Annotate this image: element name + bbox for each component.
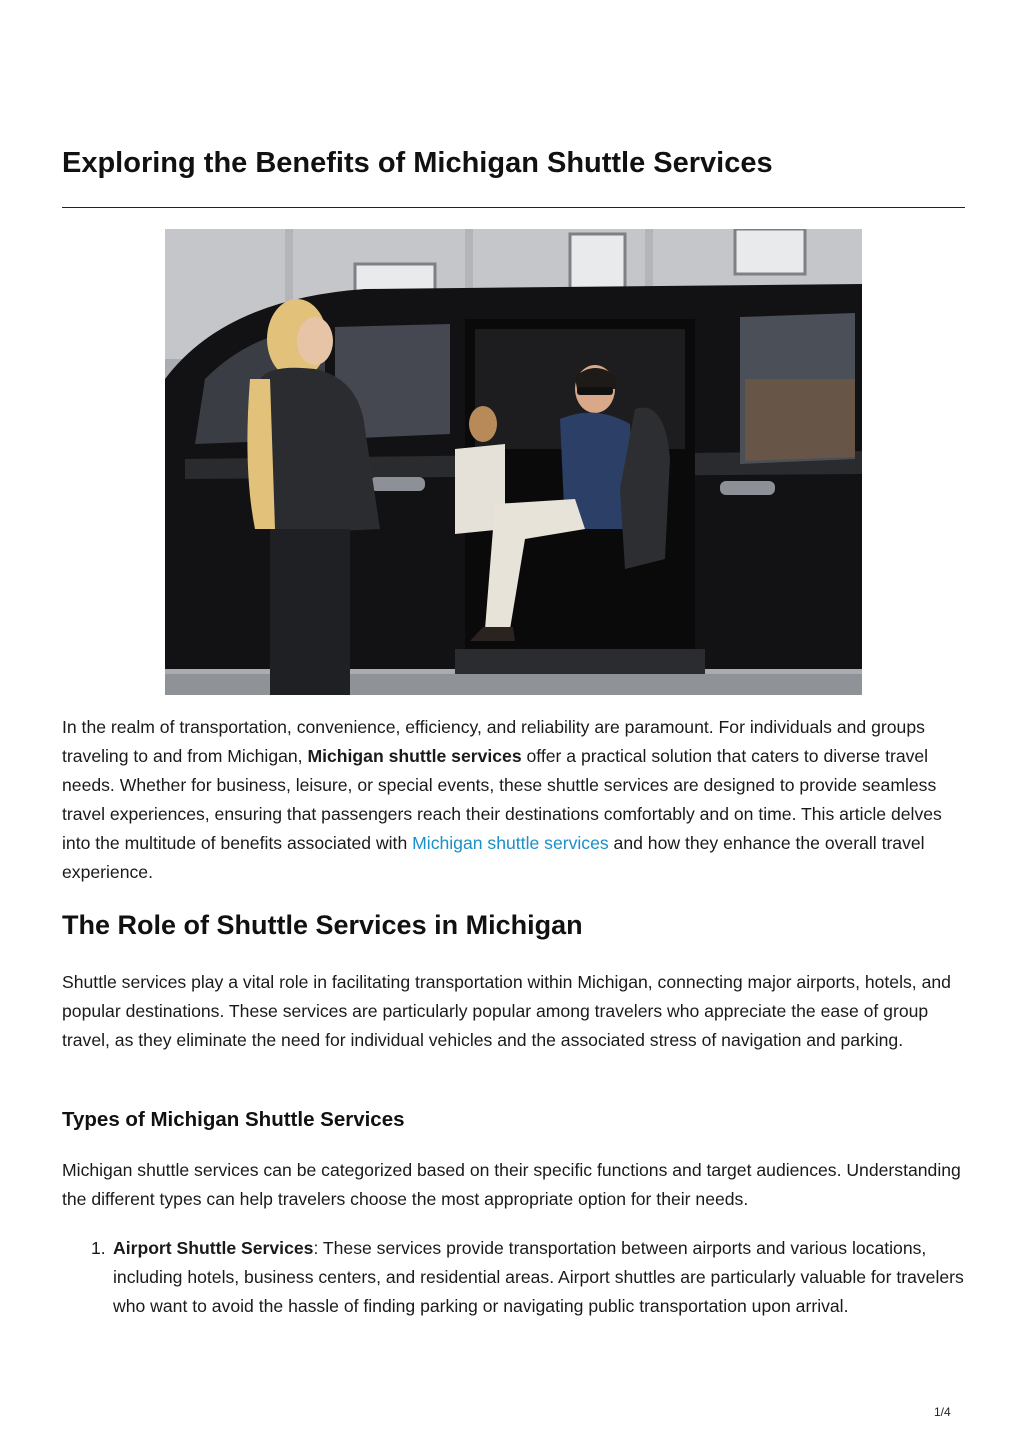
intro-text-1: In the realm of transportation, convenience, efficiency, and reliability are paramount. For individuals and groups traveling to and from Michigan, (62, 717, 925, 766)
page-number: 1/4 (934, 1405, 951, 1419)
page-title: Exploring the Benefits of Michigan Shuttle Services (62, 147, 773, 179)
van-photo-illustration (165, 229, 862, 695)
section-heading-types: Types of Michigan Shuttle Services (62, 1108, 405, 1131)
section-role-paragraph: Shuttle services play a vital role in facilitating transportation within Michigan, connecting major airports, hotels, and popular destinations. These services are particularly popular among travelers who appreciate the ease of group travel, as they eliminate the need for individual vehicles and the associated stress of navigation and parking. (62, 972, 951, 1050)
list-item-term: Airport Shuttle Services (113, 1238, 314, 1258)
intro-text-2: offer a practical solution that caters to diverse travel needs. Whether for business, leisure, or special events, these shuttle services are designed to provide seamless travel experiences, ensuring that passengers reach their destinations comfortably and on time. This article delves into the multitude of benefits associated with (62, 746, 942, 853)
michigan-shuttle-services-link[interactable]: Michigan shuttle services (412, 833, 609, 853)
section-heading-role: The Role of Shuttle Services in Michigan (62, 910, 583, 940)
hero-image (165, 229, 862, 695)
list-item-number: 1. (91, 1238, 106, 1258)
shuttle-types-list (62, 1234, 967, 1321)
intro-paragraph (62, 713, 967, 887)
title-divider (62, 207, 965, 208)
section-types-paragraph: Michigan shuttle services can be categorized based on their specific functions and target audiences. Understanding the different types can help travelers choose the most appropriate option for their needs. (62, 1160, 961, 1209)
intro-bold-term: Michigan shuttle services (307, 746, 522, 766)
list-item (62, 1234, 967, 1321)
list-item-text: : These services provide transportation between airports and various locations, including hotels, business centers, and residential areas. Airport shuttles are particularly valuable for travelers who want to avoid the hassle of finding parking or navigating public transportation upon arrival. (113, 1238, 964, 1316)
intro-text-3: and how they enhance the overall travel experience. (62, 833, 925, 882)
